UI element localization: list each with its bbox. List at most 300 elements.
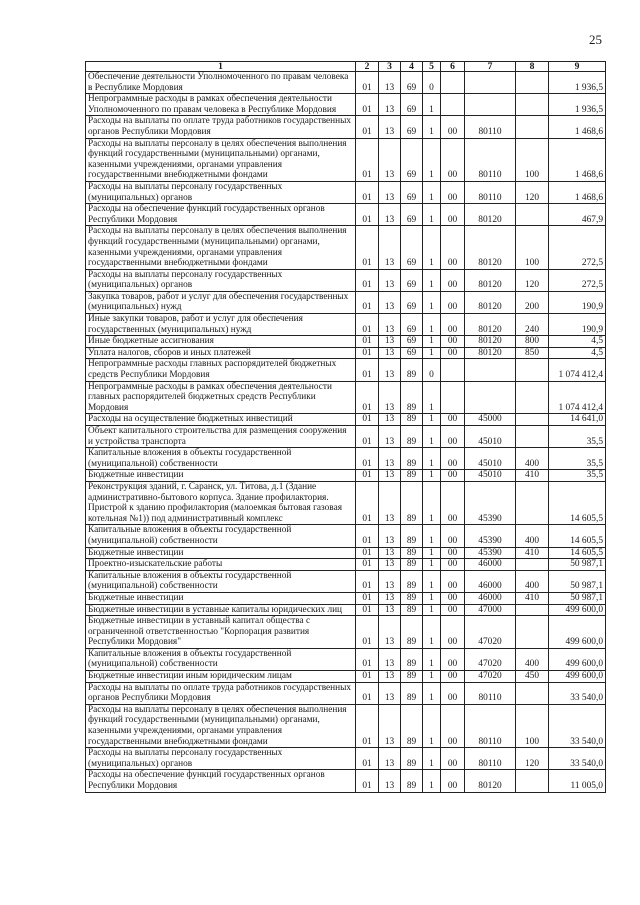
subprogram-code-cell: 0 [423, 72, 441, 94]
expense-type-cell: 800 [516, 336, 549, 348]
expense-type-cell [516, 72, 549, 94]
table-row [86, 671, 606, 683]
subsection-code-cell: 13 [379, 269, 401, 291]
subprogram-code-cell: 1 [423, 426, 441, 448]
subprogram-code-cell: 1 [423, 481, 441, 524]
subprogram-code-cell: 1 [423, 269, 441, 291]
amount-cell: 1 936,5 [549, 94, 606, 116]
subsection-code-cell: 13 [379, 347, 401, 359]
table-header-row [86, 62, 606, 72]
event-code-cell: 00 [441, 559, 465, 571]
subsection-code-cell: 13 [379, 291, 401, 313]
row-name-cell: Расходы на обеспечение функций государственных органов Республики Мордовия [86, 204, 356, 226]
event-code-cell: 00 [441, 414, 465, 426]
expense-type-cell: 400 [516, 570, 549, 592]
program-code-cell: 69 [401, 204, 423, 226]
expense-type-cell: 400 [516, 448, 549, 470]
row-name-cell: Бюджетные инвестиции иным юридическим лицам [86, 671, 356, 683]
section-code-cell: 01 [356, 770, 379, 792]
table-row [86, 381, 606, 414]
subsection-code-cell: 13 [379, 481, 401, 524]
event-code-cell: 00 [441, 181, 465, 203]
subprogram-code-cell: 1 [423, 748, 441, 770]
table-row [86, 525, 606, 547]
expense-type-cell: 100 [516, 226, 549, 269]
table-row [86, 359, 606, 381]
amount-cell: 50 987,1 [549, 570, 606, 592]
event-code-cell: 00 [441, 616, 465, 649]
row-name-cell: Бюджетные инвестиции [86, 547, 356, 559]
event-code-cell: 00 [441, 525, 465, 547]
section-code-cell: 01 [356, 748, 379, 770]
subsection-code-cell: 13 [379, 704, 401, 747]
table-row [86, 481, 606, 524]
section-code-cell: 01 [356, 592, 379, 604]
section-code-cell: 01 [356, 559, 379, 571]
amount-cell: 4,5 [549, 336, 606, 348]
amount-cell: 33 540,0 [549, 748, 606, 770]
program-code-cell: 89 [401, 559, 423, 571]
subprogram-code-cell: 1 [423, 648, 441, 670]
section-code-cell: 01 [356, 547, 379, 559]
direction-code-cell [465, 381, 516, 414]
subsection-code-cell: 13 [379, 94, 401, 116]
section-code-cell: 01 [356, 470, 379, 482]
table-row [86, 269, 606, 291]
program-code-cell: 89 [401, 604, 423, 616]
event-code-cell: 00 [441, 269, 465, 291]
amount-cell: 190,9 [549, 291, 606, 313]
direction-code-cell: 80120 [465, 291, 516, 313]
direction-code-cell: 46000 [465, 570, 516, 592]
event-code-cell [441, 381, 465, 414]
program-code-cell: 89 [401, 359, 423, 381]
subsection-code-cell: 13 [379, 616, 401, 649]
event-code-cell: 00 [441, 648, 465, 670]
expense-type-cell [516, 426, 549, 448]
subsection-code-cell: 13 [379, 72, 401, 94]
amount-cell: 1 074 412,4 [549, 359, 606, 381]
table-row [86, 704, 606, 747]
subsection-code-cell: 13 [379, 359, 401, 381]
direction-code-cell: 80120 [465, 226, 516, 269]
table-row [86, 648, 606, 670]
program-code-cell: 69 [401, 72, 423, 94]
program-code-cell: 89 [401, 671, 423, 683]
direction-code-cell [465, 94, 516, 116]
program-code-cell: 69 [401, 94, 423, 116]
subsection-code-cell: 13 [379, 226, 401, 269]
direction-code-cell: 47020 [465, 616, 516, 649]
subsection-code-cell: 13 [379, 525, 401, 547]
event-code-cell: 00 [441, 426, 465, 448]
row-name-cell: Иные бюджетные ассигнования [86, 336, 356, 348]
amount-cell: 1 468,6 [549, 138, 606, 181]
expense-type-cell [516, 559, 549, 571]
row-name-cell: Уплата налогов, сборов и иных платежей [86, 347, 356, 359]
event-code-cell: 00 [441, 470, 465, 482]
row-name-cell: Капитальные вложения в объекты государственной (муниципальной) собственности [86, 570, 356, 592]
event-code-cell [441, 359, 465, 381]
subprogram-code-cell: 1 [423, 559, 441, 571]
amount-cell: 35,5 [549, 426, 606, 448]
direction-code-cell: 80120 [465, 204, 516, 226]
subprogram-code-cell: 1 [423, 116, 441, 138]
program-code-cell: 89 [401, 648, 423, 670]
subsection-code-cell: 13 [379, 470, 401, 482]
amount-cell: 33 540,0 [549, 682, 606, 704]
amount-cell: 499 600,0 [549, 604, 606, 616]
table-row [86, 470, 606, 482]
section-code-cell: 01 [356, 72, 379, 94]
event-code-cell: 00 [441, 547, 465, 559]
direction-code-cell: 45010 [465, 426, 516, 448]
section-code-cell: 01 [356, 269, 379, 291]
expense-type-cell [516, 682, 549, 704]
row-name-cell: Иные закупки товаров, работ и услуг для обеспечения государственных (муниципальных) нужд [86, 314, 356, 336]
subprogram-code-cell: 1 [423, 470, 441, 482]
row-name-cell: Бюджетные инвестиции в уставный капитал общества с ограниченной ответственностью "Корпорация развития Республики Мордовия" [86, 616, 356, 649]
program-code-cell: 89 [401, 426, 423, 448]
subprogram-code-cell: 1 [423, 592, 441, 604]
amount-cell: 50 987,1 [549, 592, 606, 604]
section-code-cell: 01 [356, 381, 379, 414]
program-code-cell: 89 [401, 616, 423, 649]
header-cell: 1 [86, 62, 356, 72]
table-row [86, 604, 606, 616]
expense-type-cell: 240 [516, 314, 549, 336]
section-code-cell: 01 [356, 314, 379, 336]
subsection-code-cell: 13 [379, 682, 401, 704]
event-code-cell: 00 [441, 748, 465, 770]
table-row [86, 592, 606, 604]
event-code-cell: 00 [441, 116, 465, 138]
program-code-cell: 69 [401, 226, 423, 269]
expense-type-cell: 410 [516, 592, 549, 604]
subsection-code-cell: 13 [379, 559, 401, 571]
direction-code-cell: 45010 [465, 448, 516, 470]
section-code-cell: 01 [356, 704, 379, 747]
event-code-cell: 00 [441, 570, 465, 592]
direction-code-cell: 45000 [465, 414, 516, 426]
expense-type-cell: 120 [516, 748, 549, 770]
event-code-cell [441, 94, 465, 116]
expense-type-cell: 850 [516, 347, 549, 359]
table-row [86, 570, 606, 592]
section-code-cell: 01 [356, 291, 379, 313]
header-cell: 6 [441, 62, 465, 72]
event-code-cell: 00 [441, 770, 465, 792]
subprogram-code-cell: 1 [423, 291, 441, 313]
subprogram-code-cell: 1 [423, 414, 441, 426]
section-code-cell: 01 [356, 671, 379, 683]
program-code-cell: 89 [401, 481, 423, 524]
amount-cell: 1 074 412,4 [549, 381, 606, 414]
table-row [86, 748, 606, 770]
expense-type-cell [516, 604, 549, 616]
header-cell: 8 [516, 62, 549, 72]
amount-cell: 4,5 [549, 347, 606, 359]
subprogram-code-cell: 1 [423, 381, 441, 414]
table-row [86, 94, 606, 116]
direction-code-cell: 80110 [465, 748, 516, 770]
table-row [86, 414, 606, 426]
program-code-cell: 69 [401, 116, 423, 138]
program-code-cell: 69 [401, 138, 423, 181]
event-code-cell: 00 [441, 291, 465, 313]
program-code-cell: 89 [401, 592, 423, 604]
row-name-cell: Расходы на выплаты персоналу в целях обеспечения выполнения функций государственными (муниципальными) органами, казенными учреждениями, органами управления государственными внебюджетными фондами [86, 704, 356, 747]
expense-type-cell: 200 [516, 291, 549, 313]
program-code-cell: 69 [401, 291, 423, 313]
row-name-cell: Расходы на выплаты персоналу государственных (муниципальных) органов [86, 748, 356, 770]
table-row [86, 616, 606, 649]
event-code-cell: 00 [441, 138, 465, 181]
subprogram-code-cell: 1 [423, 448, 441, 470]
expense-type-cell [516, 414, 549, 426]
direction-code-cell: 80120 [465, 269, 516, 291]
expense-type-cell: 400 [516, 648, 549, 670]
program-code-cell: 89 [401, 704, 423, 747]
event-code-cell: 00 [441, 448, 465, 470]
amount-cell: 11 005,0 [549, 770, 606, 792]
table-row [86, 72, 606, 94]
table-row [86, 226, 606, 269]
row-name-cell: Расходы на выплаты персоналу в целях обеспечения выполнения функций государственными (муниципальными) органами, казенными учреждениями, органами управления государственными внебюджетными фондами [86, 226, 356, 269]
subprogram-code-cell: 1 [423, 94, 441, 116]
section-code-cell: 01 [356, 426, 379, 448]
amount-cell: 499 600,0 [549, 616, 606, 649]
table-row [86, 336, 606, 348]
expense-type-cell [516, 94, 549, 116]
program-code-cell: 89 [401, 414, 423, 426]
section-code-cell: 01 [356, 570, 379, 592]
amount-cell: 499 600,0 [549, 648, 606, 670]
row-name-cell: Бюджетные инвестиции [86, 470, 356, 482]
section-code-cell: 01 [356, 204, 379, 226]
subsection-code-cell: 13 [379, 748, 401, 770]
subsection-code-cell: 13 [379, 314, 401, 336]
row-name-cell: Бюджетные инвестиции [86, 592, 356, 604]
expense-type-cell [516, 770, 549, 792]
program-code-cell: 89 [401, 570, 423, 592]
program-code-cell: 89 [401, 448, 423, 470]
direction-code-cell: 45390 [465, 481, 516, 524]
row-name-cell: Расходы на выплаты персоналу в целях обеспечения выполнения функций государственными (муниципальными) органами, казенными учреждениями, органами управления государственными внебюджетными фондами [86, 138, 356, 181]
subprogram-code-cell: 1 [423, 525, 441, 547]
expense-type-cell: 100 [516, 704, 549, 747]
section-code-cell: 01 [356, 116, 379, 138]
header-cell: 4 [401, 62, 423, 72]
event-code-cell: 00 [441, 481, 465, 524]
table-row [86, 547, 606, 559]
expense-type-cell [516, 381, 549, 414]
expense-type-cell: 450 [516, 671, 549, 683]
expense-type-cell: 410 [516, 547, 549, 559]
subprogram-code-cell: 1 [423, 770, 441, 792]
expense-type-cell [516, 116, 549, 138]
subsection-code-cell: 13 [379, 671, 401, 683]
header-cell: 9 [549, 62, 606, 72]
amount-cell: 35,5 [549, 470, 606, 482]
program-code-cell: 69 [401, 314, 423, 336]
direction-code-cell [465, 72, 516, 94]
table-row [86, 116, 606, 138]
subsection-code-cell: 13 [379, 116, 401, 138]
subsection-code-cell: 13 [379, 448, 401, 470]
table-row [86, 448, 606, 470]
header-cell: 7 [465, 62, 516, 72]
expense-type-cell: 120 [516, 269, 549, 291]
event-code-cell: 00 [441, 671, 465, 683]
section-code-cell: 01 [356, 481, 379, 524]
header-cell: 5 [423, 62, 441, 72]
direction-code-cell: 80120 [465, 770, 516, 792]
subsection-code-cell: 13 [379, 592, 401, 604]
event-code-cell: 00 [441, 226, 465, 269]
section-code-cell: 01 [356, 226, 379, 269]
row-name-cell: Капитальные вложения в объекты государственной (муниципальной) собственности [86, 448, 356, 470]
event-code-cell: 00 [441, 704, 465, 747]
table-row [86, 682, 606, 704]
page-number: 25 [589, 32, 602, 47]
table-row [86, 347, 606, 359]
amount-cell: 272,5 [549, 226, 606, 269]
event-code-cell: 00 [441, 347, 465, 359]
amount-cell: 499 600,0 [549, 671, 606, 683]
amount-cell: 467,9 [549, 204, 606, 226]
row-name-cell: Расходы на осуществление бюджетных инвестиций [86, 414, 356, 426]
table-row [86, 559, 606, 571]
event-code-cell: 00 [441, 204, 465, 226]
row-name-cell: Расходы на выплаты персоналу государственных (муниципальных) органов [86, 269, 356, 291]
program-code-cell: 89 [401, 470, 423, 482]
section-code-cell: 01 [356, 414, 379, 426]
direction-code-cell: 80110 [465, 116, 516, 138]
event-code-cell: 00 [441, 682, 465, 704]
direction-code-cell: 46000 [465, 559, 516, 571]
program-code-cell: 89 [401, 547, 423, 559]
subprogram-code-cell: 1 [423, 547, 441, 559]
program-code-cell: 89 [401, 682, 423, 704]
subprogram-code-cell: 1 [423, 347, 441, 359]
section-code-cell: 01 [356, 525, 379, 547]
subsection-code-cell: 13 [379, 770, 401, 792]
direction-code-cell: 46000 [465, 592, 516, 604]
row-name-cell: Бюджетные инвестиции в уставные капиталы юридических лиц [86, 604, 356, 616]
section-code-cell: 01 [356, 181, 379, 203]
direction-code-cell: 45010 [465, 470, 516, 482]
section-code-cell: 01 [356, 648, 379, 670]
event-code-cell: 00 [441, 592, 465, 604]
table-row [86, 291, 606, 313]
expense-type-cell: 100 [516, 138, 549, 181]
subsection-code-cell: 13 [379, 426, 401, 448]
event-code-cell: 00 [441, 604, 465, 616]
amount-cell: 14 605,5 [549, 481, 606, 524]
section-code-cell: 01 [356, 347, 379, 359]
direction-code-cell: 80110 [465, 682, 516, 704]
subsection-code-cell: 13 [379, 570, 401, 592]
amount-cell: 14 641,0 [549, 414, 606, 426]
section-code-cell: 01 [356, 138, 379, 181]
subsection-code-cell: 13 [379, 204, 401, 226]
subprogram-code-cell: 1 [423, 138, 441, 181]
subprogram-code-cell: 1 [423, 682, 441, 704]
table-row [86, 770, 606, 792]
event-code-cell [441, 72, 465, 94]
section-code-cell: 01 [356, 359, 379, 381]
direction-code-cell: 47000 [465, 604, 516, 616]
header-cell: 2 [356, 62, 379, 72]
row-name-cell: Расходы на выплаты по оплате труда работников государственных органов Республики Мордовия [86, 116, 356, 138]
row-name-cell: Закупка товаров, работ и услуг для обеспечения государственных (муниципальных) нужд [86, 291, 356, 313]
subsection-code-cell: 13 [379, 648, 401, 670]
row-name-cell: Объект капитального строительства для размещения сооружения и устройства транспорта [86, 426, 356, 448]
table-row [86, 138, 606, 181]
program-code-cell: 89 [401, 748, 423, 770]
amount-cell: 1 468,6 [549, 181, 606, 203]
expense-type-cell [516, 204, 549, 226]
event-code-cell: 00 [441, 314, 465, 336]
direction-code-cell: 80120 [465, 336, 516, 348]
section-code-cell: 01 [356, 604, 379, 616]
program-code-cell: 89 [401, 770, 423, 792]
row-name-cell: Непрограммные расходы главных распорядителей бюджетных средств Республики Мордовия [86, 359, 356, 381]
section-code-cell: 01 [356, 616, 379, 649]
subsection-code-cell: 13 [379, 547, 401, 559]
subsection-code-cell: 13 [379, 336, 401, 348]
section-code-cell: 01 [356, 448, 379, 470]
expense-type-cell [516, 616, 549, 649]
direction-code-cell: 80110 [465, 704, 516, 747]
row-name-cell: Проектно-изыскательские работы [86, 559, 356, 571]
row-name-cell: Расходы на выплаты персоналу государственных (муниципальных) органов [86, 181, 356, 203]
amount-cell: 14 605,5 [549, 547, 606, 559]
expense-type-cell: 120 [516, 181, 549, 203]
amount-cell: 1 936,5 [549, 72, 606, 94]
direction-code-cell: 45390 [465, 547, 516, 559]
direction-code-cell: 80120 [465, 314, 516, 336]
program-code-cell: 89 [401, 525, 423, 547]
direction-code-cell [465, 359, 516, 381]
program-code-cell: 89 [401, 381, 423, 414]
subprogram-code-cell: 1 [423, 314, 441, 336]
subprogram-code-cell: 1 [423, 616, 441, 649]
subsection-code-cell: 13 [379, 604, 401, 616]
direction-code-cell: 45390 [465, 525, 516, 547]
subprogram-code-cell: 1 [423, 336, 441, 348]
amount-cell: 35,5 [549, 448, 606, 470]
row-name-cell: Расходы на обеспечение функций государственных органов Республики Мордовия [86, 770, 356, 792]
row-name-cell: Реконструкция зданий, г. Саранск, ул. Титова, д.1 (Здание административно-бытового корпуса. Здание профилактория. Пристрой к зданию профилактория (малоемкая бытовая газовая котельная №1)) под административный комплекс [86, 481, 356, 524]
program-code-cell: 69 [401, 347, 423, 359]
table-row [86, 204, 606, 226]
expense-type-cell: 400 [516, 525, 549, 547]
direction-code-cell: 80120 [465, 347, 516, 359]
direction-code-cell: 47020 [465, 648, 516, 670]
direction-code-cell: 80110 [465, 181, 516, 203]
subprogram-code-cell: 0 [423, 359, 441, 381]
row-name-cell: Непрограммные расходы в рамках обеспечения деятельности Уполномоченного по правам человека в Республике Мордовия [86, 94, 356, 116]
row-name-cell: Расходы на выплаты по оплате труда работников государственных органов Республики Мордовия [86, 682, 356, 704]
section-code-cell: 01 [356, 336, 379, 348]
subsection-code-cell: 13 [379, 181, 401, 203]
direction-code-cell: 47020 [465, 671, 516, 683]
amount-cell: 14 605,5 [549, 525, 606, 547]
amount-cell: 190,9 [549, 314, 606, 336]
subprogram-code-cell: 1 [423, 704, 441, 747]
